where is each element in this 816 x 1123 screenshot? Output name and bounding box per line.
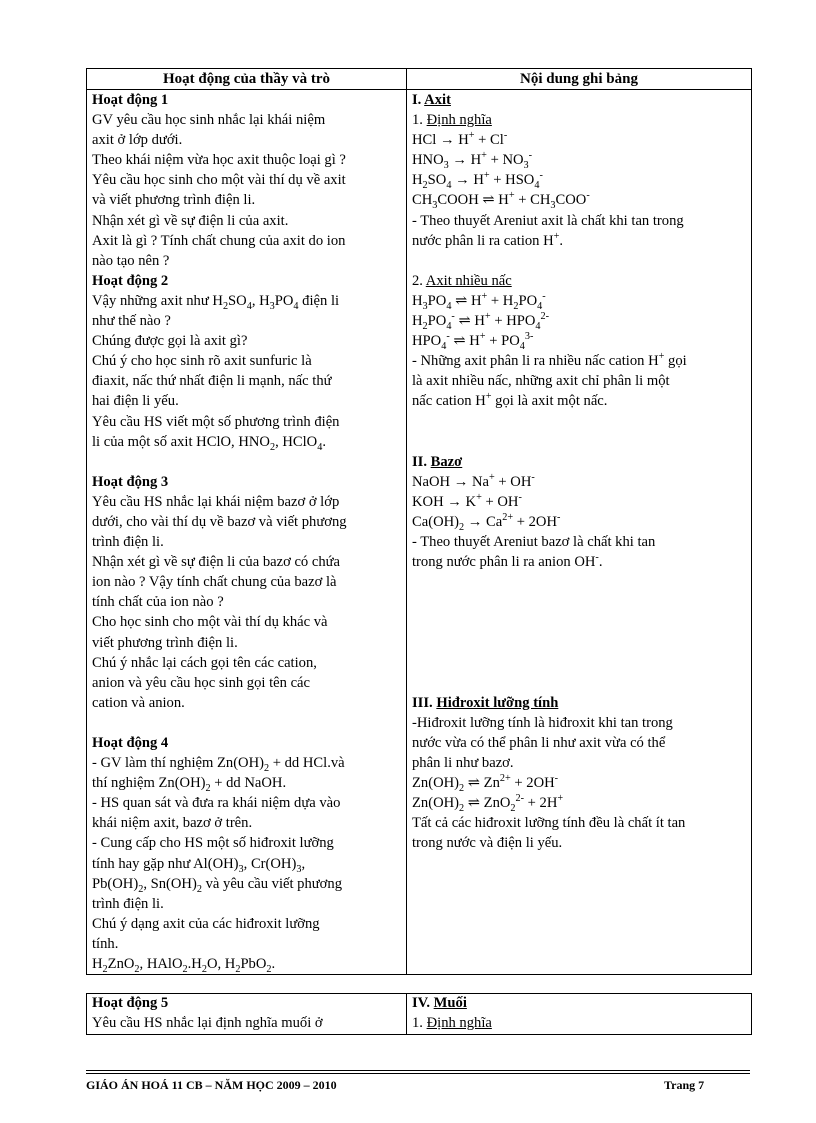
text-line (412, 612, 746, 632)
section-heading: Hoạt động 1 (92, 92, 169, 108)
text-line: $H_2SO_4 \to H^+ + HSO_4^-$ (412, 170, 543, 192)
section-heading: Hoạt động 5 (92, 995, 169, 1011)
text-line: tính chất của ion nào ? (92, 594, 224, 611)
text-line: $HNO_3 \to H^+ + NO_3^-$ (412, 150, 533, 172)
lesson-table-continued (86, 993, 752, 1035)
text-line: Yêu cầu học sinh cho một vài thí dụ về axit (92, 172, 346, 189)
text-line: anion và yêu cầu học sinh gọi tên các (92, 674, 311, 691)
text-line: - Những axit phân li ra nhiều nấc cation H+ gọi (412, 351, 687, 370)
footer-rule (86, 1070, 750, 1071)
text-line: dưới, cho vài thí dụ về bazơ và viết phương (92, 513, 347, 530)
table-row (87, 90, 752, 975)
text-line: GV yêu cầu học sinh nhắc lại khái niệm (92, 112, 326, 129)
lesson-table (86, 68, 752, 975)
text-line: thí nghiệm $Zn(OH)_2$ + dd NaOH. (92, 775, 287, 795)
text-line: Yêu cầu HS viết một số phương trình điện (92, 413, 340, 430)
text-line: Nhận xét gì về sự điện li của bazơ có chứa (92, 554, 341, 571)
header-board-content: Nội dung ghi bảng (407, 69, 752, 90)
text-line (412, 572, 746, 592)
text-line: khái niệm axit, bazơ ở trên. (92, 815, 253, 832)
header-teacher-student-activities: Hoạt động của thầy và trò (87, 69, 407, 90)
section-heading: IV. Muối (412, 995, 467, 1011)
text-line: phân li như bazơ. (412, 755, 514, 772)
text-line: $Ca(OH)_2 \to Ca^{2+} + 2OH^-$ (412, 512, 561, 533)
text-line: $CH_3COOH$ ⇌ $H^+ + CH_3COO^-$ (412, 190, 590, 212)
text-line: trình điện li. (92, 895, 164, 912)
text-line: nấc cation H+ gọi là axit một nấc. (412, 391, 608, 410)
text-line: HCl → H+ + Cl- (412, 130, 508, 149)
text-line: viết phương trình điện li. (92, 634, 238, 651)
text-line: 1. Định nghĩa (412, 1015, 492, 1032)
text-line: Chúng được gọi là axit gì? (92, 333, 248, 350)
text-line: Chú ý nhắc lại cách gọi tên các cation, (92, 654, 317, 671)
text-line: axit ở lớp dưới. (92, 132, 183, 149)
text-line: Vậy những axit như $H_2SO_4$, $H_3PO_4$ điện li (92, 292, 340, 312)
text-line: $H_3PO_4$ ⇌ $H^+ + H_2PO_4^-$ (412, 291, 546, 312)
footer-rule (86, 1073, 750, 1074)
text-line: li của một số axit HClO, $HNO_2$, HClO$_4$. (92, 433, 326, 453)
text-line: $H_2ZnO_2$, $HAlO_2.H_2O$, $H_2PbO_2$. (92, 956, 276, 975)
text-line: - Theo thuyết Areniut bazơ là chất khi tan (412, 534, 656, 551)
text-line: hai điện li yếu. (92, 393, 179, 410)
table-header-row (87, 69, 752, 90)
text-line: Chú ý dạng axit của các hiđroxit lưỡng (92, 915, 320, 932)
text-line: và viết phương trình điện li. (92, 192, 256, 209)
text-line: $Zn(OH)_2$ ⇌ ZnO$_2^{2-}$ + 2H+ (412, 793, 564, 815)
section-heading: Hoạt động 2 (92, 272, 169, 289)
text-line: KOH → K+ + OH- (412, 492, 522, 510)
text-line: ion nào ? Vậy tính chất chung của bazơ là (92, 574, 337, 591)
text-line (92, 452, 401, 472)
text-line: điaxit, nấc thứ nhất điện li mạnh, nấc thứ (92, 373, 332, 390)
text-line: nào tạo nên ? (92, 252, 170, 269)
text-line: - Theo thuyết Areniut axit là chất khi tan trong (412, 212, 684, 229)
text-line: Yêu cầu HS nhắc lại định nghĩa muối ở (92, 1015, 323, 1032)
text-line (412, 592, 746, 612)
activities-column (87, 994, 407, 1035)
text-line: trong nước phân li ra anion OH-. (412, 552, 603, 571)
text-line (412, 653, 746, 673)
text-line: 1. Định nghĩa (412, 112, 492, 129)
page-number: Trang 7 (664, 1078, 705, 1092)
text-line: NaOH → Na+ + OH- (412, 471, 535, 490)
table-row (87, 994, 752, 1035)
text-line: 2. Axit nhiều nấc (412, 272, 512, 289)
section-heading: II. Bazơ (412, 453, 463, 470)
text-line (412, 633, 746, 653)
footer-title: GIÁO ÁN HOÁ 11 CB – NĂM HỌC 2009 – 2010 (86, 1078, 337, 1092)
text-line: $Pb(OH)_2$, $Sn(OH)_2$ và yêu cầu viết phương (92, 875, 342, 895)
text-line: Tất cả các hiđroxit lưỡng tính đều là chất ít tan (412, 815, 686, 832)
section-heading: Hoạt động 3 (92, 473, 169, 490)
text-line: Nhận xét gì về sự điện li của axit. (92, 212, 289, 229)
section-heading: I. Axit (412, 92, 451, 108)
text-line: Yêu cầu HS nhắc lại khái niệm bazơ ở lớp (92, 493, 340, 510)
text-line (412, 412, 746, 432)
board-content-column (407, 90, 752, 975)
text-line (92, 713, 401, 733)
text-line: -Hiđroxit lưỡng tính là hiđroxit khi tan trong (412, 714, 673, 731)
text-line: Axit là gì ? Tính chất chung của axit do ion (92, 232, 346, 249)
text-line: - Cung cấp cho HS một số hiđroxit lưỡng (92, 835, 334, 852)
text-line: tính hay gặp như $Al(OH)_3$, $Cr(OH)_3$, (92, 855, 306, 875)
text-line (412, 251, 746, 271)
text-line: $HPO_4^-$ ⇌ $H^+ + PO_4^{3-}$ (412, 331, 534, 353)
text-line: như thế nào ? (92, 313, 171, 330)
text-line: $H_2PO_4^-$ ⇌ $H^+ + HPO_4^{2-}$ (412, 311, 550, 332)
text-line (412, 673, 746, 693)
section-heading: III. Hiđroxit lưỡng tính (412, 694, 559, 711)
text-line: Chú ý cho học sinh rõ axit sunfuric là (92, 353, 312, 370)
text-line: Cho học sinh cho một vài thí dụ khác và (92, 614, 328, 631)
text-line: - GV làm thí nghiệm $Zn(OH)_2$ + dd HCl.và (92, 755, 345, 774)
text-line: trình điện li. (92, 534, 164, 551)
text-line: là axit nhiều nấc, những axit chỉ phân li một (412, 373, 670, 390)
section-heading: Hoạt động 4 (92, 735, 169, 751)
text-line (412, 432, 746, 452)
text-line: tính. (92, 935, 119, 952)
text-line: trong nước và điện li yếu. (412, 835, 563, 852)
text-line: nước phân li ra cation H+. (412, 230, 564, 249)
text-line: $Zn(OH)_2$ ⇌ $Zn^{2+} + 2OH^-$ (412, 773, 559, 795)
text-line: nước vừa có thể phân li như axit vừa có thể (412, 735, 666, 751)
text-line: - HS quan sát và đưa ra khái niệm dựa vào (92, 795, 341, 812)
text-line: Theo khái niệm vừa học axit thuộc loại gì ? (92, 152, 346, 169)
text-line: cation và anion. (92, 694, 185, 711)
activities-column (87, 90, 407, 975)
board-content-column (407, 994, 752, 1035)
